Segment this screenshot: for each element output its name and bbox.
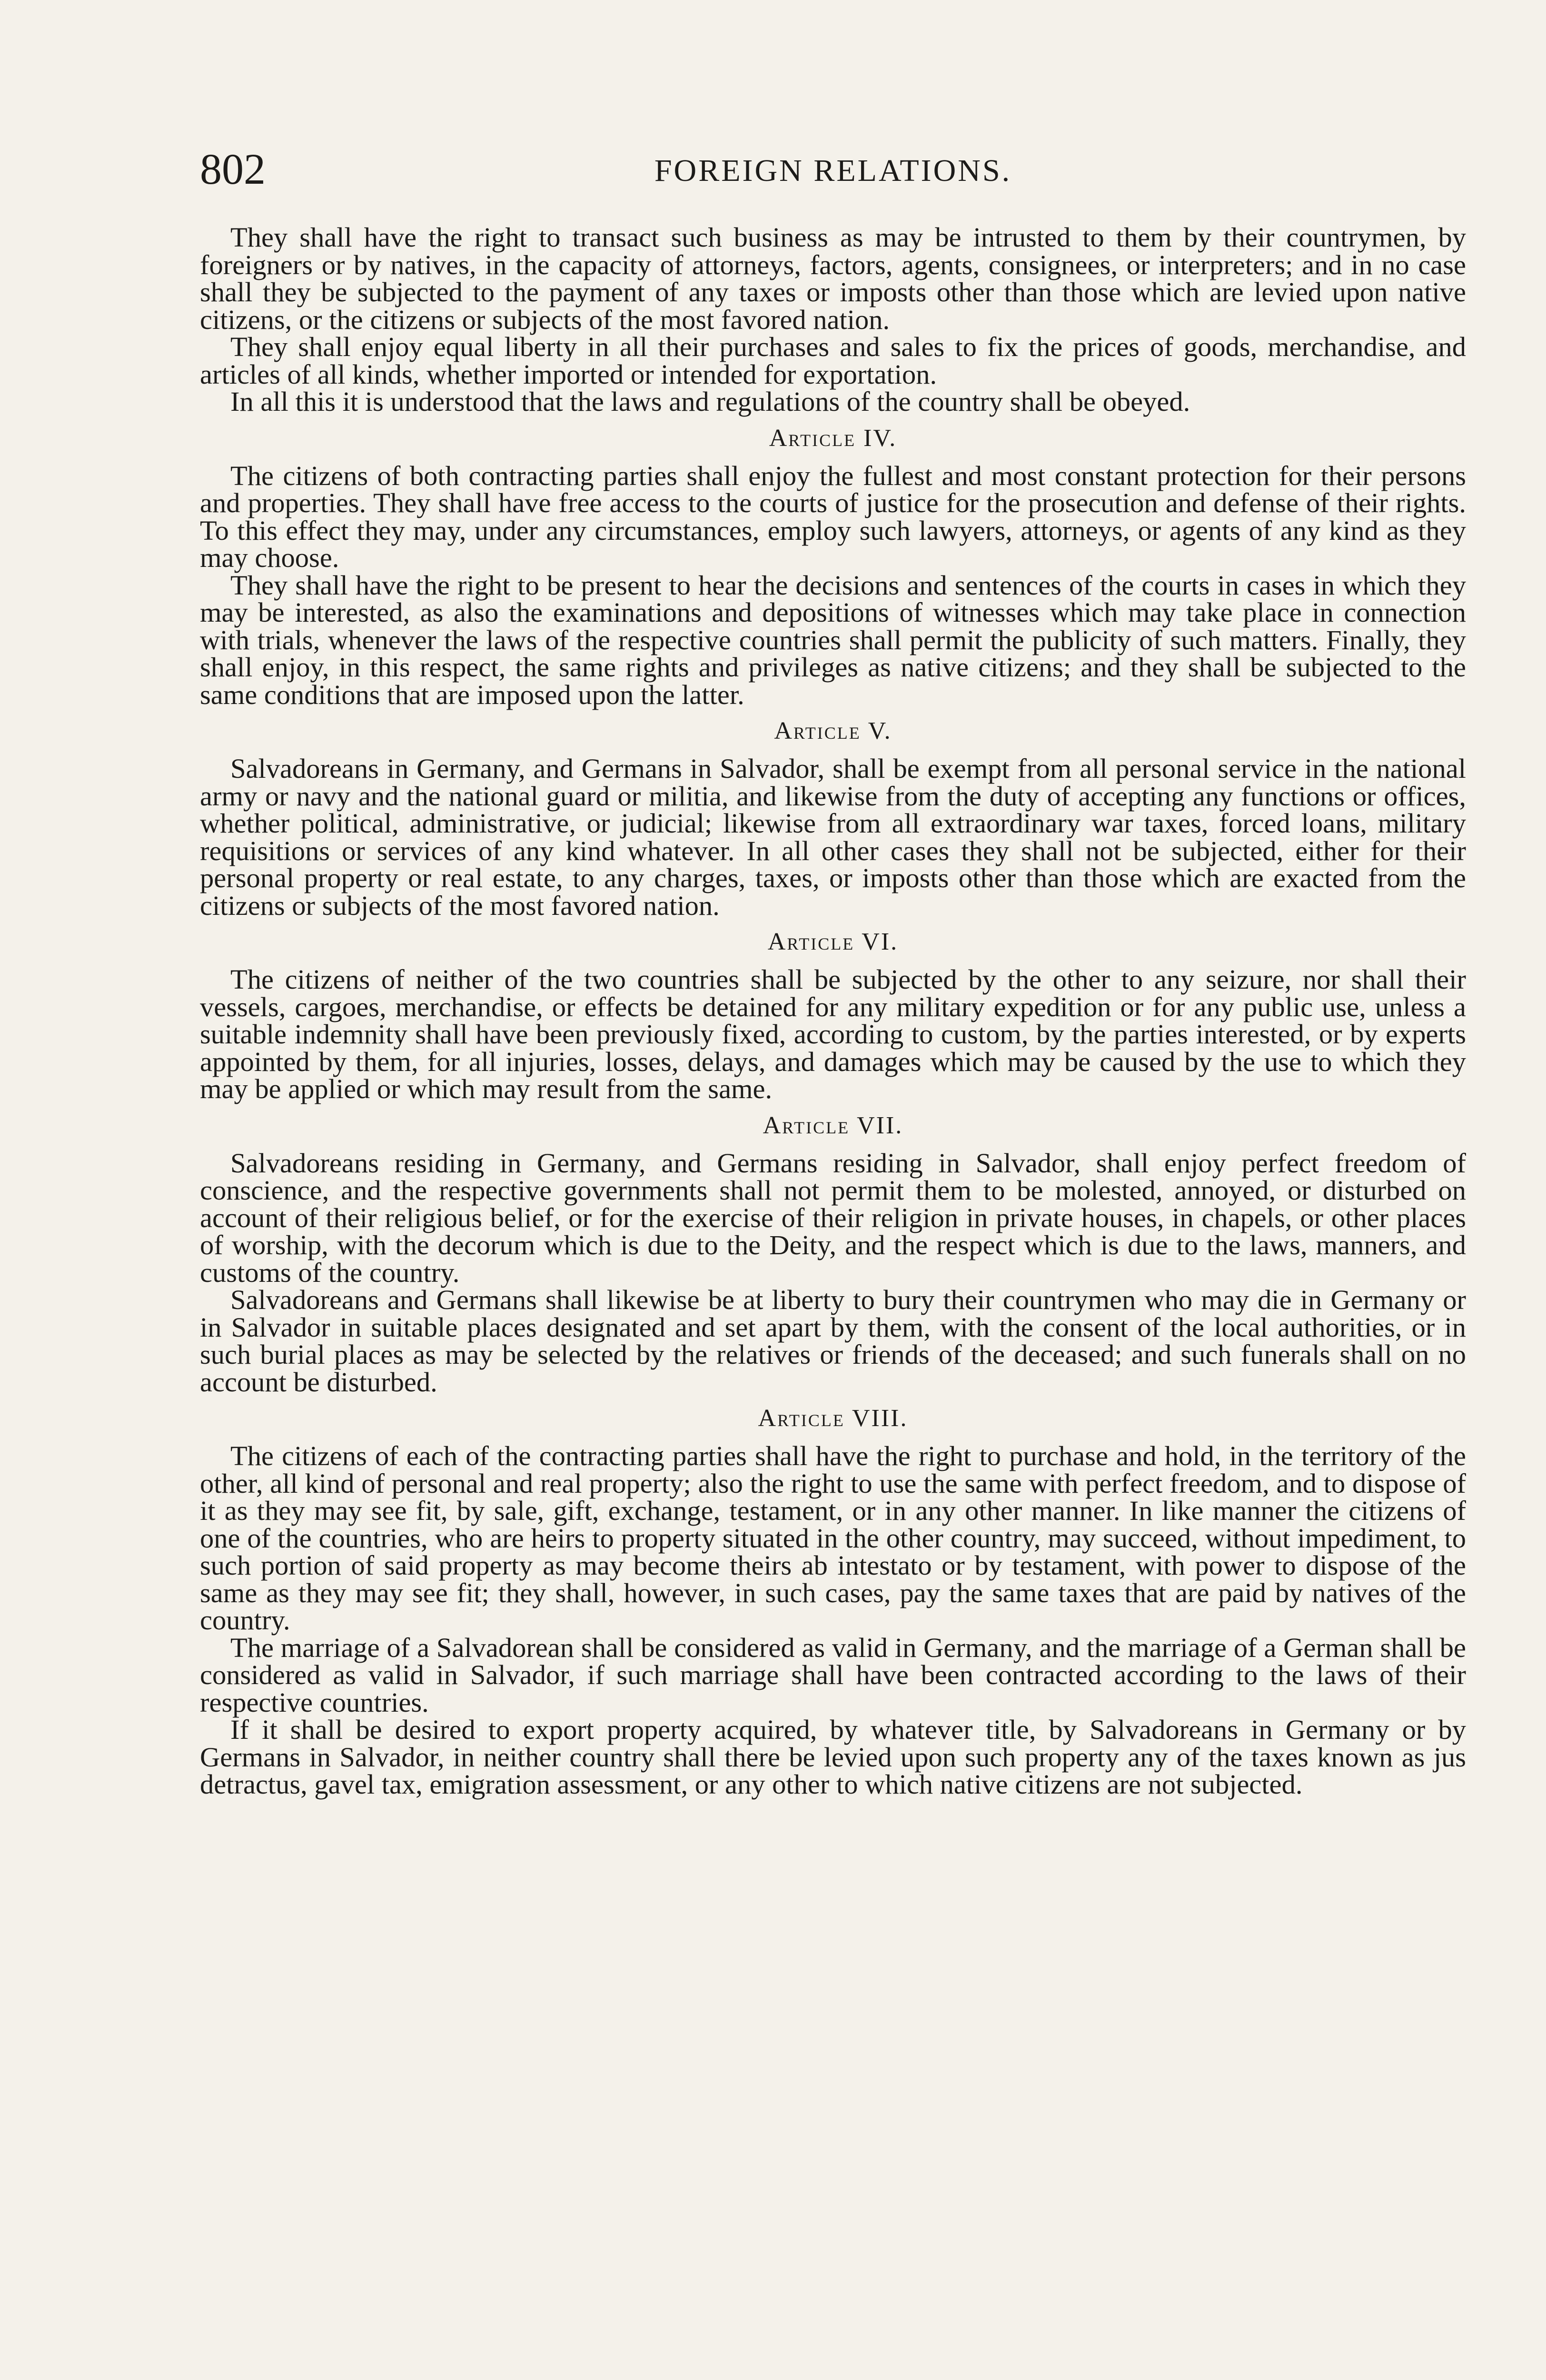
paragraph: The marriage of a Salvadorean shall be considered as valid in Germany, and the marriage of a German shall be considered as valid in Salvador, if such marriage shall have been contracted according to the laws of their respective countries. (200, 1632, 1466, 1718)
article-heading-iv: Article IV. (769, 424, 897, 452)
article-heading-vii: Article VII. (763, 1111, 903, 1139)
article-heading-viii: Article VIII. (758, 1405, 908, 1432)
paragraph: They shall have the right to be present to hear the decisions and sentences of the courts in cases in which they may be interested, as also the examinations and depositions of witnesses which may take place in connection with trials, whenever the laws of the respective countries shall permit the publicity of such matters. Finally, they shall enjoy, in this respect, the same rights and privileges as native citizens; and they shall be subjected to the same conditions that are imposed upon the latter. (200, 569, 1466, 710)
article-heading-vi: Article VI. (767, 928, 899, 955)
paragraph: The citizens of neither of the two countries shall be subjected by the other to any seizure, nor shall their vessels, cargoes, merchandise, or effects be detained for any military expedition or for any public use, unless a suitable indemnity shall have been previously fixed, according to custom, by the parties interested, or by experts appointed by them, for all injuries, losses, delays, and damages which may be caused by the use to which they may be applied or which may result from the same. (200, 964, 1466, 1104)
paragraph: They shall have the right to transact such business as may be intrusted to them by their countrymen, by foreigners or by natives, in the capacity of attorneys, factors, agents, consignees, or interpreters; and in no case shall they be subjected to the payment of any taxes or imposts other than those which are levied upon native citizens, or the citizens or subjects of the most favored nation. (200, 222, 1466, 335)
paragraph: The citizens of both contracting parties shall enjoy the fullest and most constant protection for their persons and properties. They shall have free access to the courts of justice for the prosecution and defense of their rights. To this effect they may, under any circumstances, employ such lawyers, attorneys, or agents of any kind as they may choose. (200, 460, 1466, 573)
paragraph: Salvadoreans residing in Germany, and Germans residing in Salvador, shall enjoy perfect freedom of conscience, and the respective governments shall not permit them to be molested, annoyed, or disturbed on account of their religious belief, or for the exercise of their religion in private houses, in chapels, or other places of worship, with the decorum which is due to the Deity, and the respect which is due to the laws, manners, and customs of the country. (200, 1147, 1466, 1288)
page-header (200, 143, 1466, 200)
body-text (200, 224, 1466, 1798)
paragraph: They shall enjoy equal liberty in all their purchases and sales to fix the prices of goods, merchandise, and articles of all kinds, whether imported or intended for exportation. (200, 331, 1466, 390)
paragraph: Salvadoreans in Germany, and Germans in Salvador, shall be exempt from all personal service in the national army or navy and the national guard or militia, and likewise from the duty of accepting any functions or offices, whether political, administrative, or judicial; likewise from all extraordinary war taxes, forced loans, military requisitions or services of any kind whatever. In all other cases they shall not be subjected, either for their personal property or real estate, to any charges, taxes, or imposts other than those which are exacted from the citizens or subjects of the most favored nation. (200, 753, 1466, 921)
page-number: 802 (200, 145, 266, 193)
running-title: FOREIGN RELATIONS. (654, 153, 1012, 188)
paragraph: If it shall be desired to export property acquired, by whatever title, by Salvadoreans in Germany or by Germans in Salvador, in neither country shall there be levied upon such property any of the taxes known as jus detractus, gavel tax, emigration assessment, or any other to which native citizens are not subjected. (200, 1714, 1466, 1800)
paragraph: The citizens of each of the contracting parties shall have the right to purchase and hold, in the territory of the other, all kind of personal and real property; also the right to use the same with perfect freedom, and to dispose of it as they may see fit, by sale, gift, exchange, testament, or in any other manner. In like manner the citizens of one of the countries, who are heirs to property situated in the other country, may succeed, without impediment, to such portion of said property as may become theirs ab intestato or by testament, with power to dispose of the same as they may see fit; they shall, however, in such cases, pay the same taxes that are paid by natives of the country. (200, 1440, 1466, 1636)
paragraph: Salvadoreans and Germans shall likewise be at liberty to bury their countrymen who may die in Germany or in Salvador in suitable places designated and set apart by them, with the consent of the local authorities, or in such burial places as may be selected by the relatives or friends of the deceased; and such funerals shall on no account be disturbed. (200, 1284, 1466, 1398)
article-heading-v: Article V. (774, 717, 892, 744)
paragraph: In all this it is understood that the laws and regulations of the country shall be obeyed. (230, 386, 1190, 417)
